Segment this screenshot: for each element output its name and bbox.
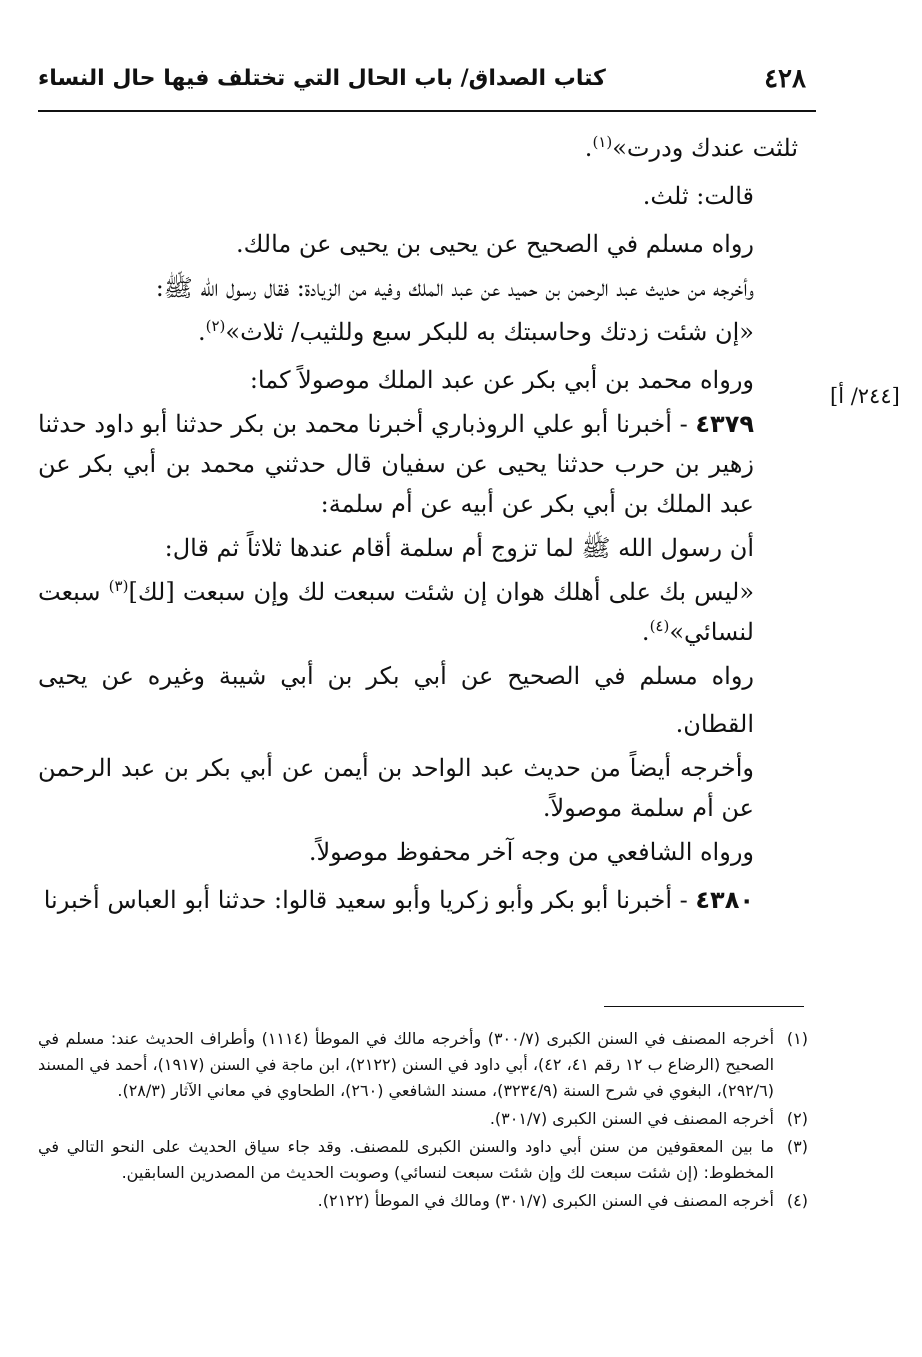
footnotes xyxy=(38,1026,808,1216)
paragraph: رواه مسلم في الصحيح عن يحيى بن يحيى عن مالك. xyxy=(235,230,754,258)
footnote-number: (٤) xyxy=(786,1191,808,1210)
paragraph: وأخرجه أيضاً من حديث عبد الواحد بن أيمن عن أبي بكر بن عبد الرحمن عن أم سلمة موصولاً. xyxy=(38,754,754,822)
footnote-number: (٢) xyxy=(786,1109,808,1128)
paragraph: وأخرجه من حديث عبد الرحمن بن حميد عن عبد الملك وفيه من الزيادة: فقال رسول الله ﷺ: xyxy=(155,274,754,302)
hadith-number: ٤٣٧٩ xyxy=(695,410,754,438)
footnote-ref: (٢) xyxy=(205,317,226,335)
paragraph: أن رسول الله ﷺ لما تزوج أم سلمة أقام عندها ثلاثاً ثم قال: xyxy=(164,534,754,562)
hadith-quote: «ليس بك على أهلك هوان إن شئت سبعت لك وإن سبعت [لك]$^{(٣)}$ سبعت لنسائي»$^{(٤)}$. xyxy=(38,577,755,646)
hadith-number: ٤٣٨٠ xyxy=(695,886,754,914)
footnote-divider xyxy=(604,1006,804,1007)
footnote-text: أخرجه المصنف في السنن الكبرى (٣٠١/٧) ومالك في الموطأ (٢١٢٢). xyxy=(317,1191,774,1210)
main-text xyxy=(38,124,798,924)
manuscript-folio-marker: [٢٤٤/ أ] xyxy=(830,384,900,408)
running-title: كتاب الصداق/ باب الحال التي تختلف فيها حال النساء xyxy=(38,66,606,91)
footnote-ref: (٣) xyxy=(108,577,129,595)
footnote-text: أخرجه المصنف في السنن الكبرى (٣٠١/٧). xyxy=(489,1109,774,1128)
page-header xyxy=(38,64,814,104)
hadith-entry-4379: ٤٣٧٩ - أخبرنا أبو علي الروذباري أخبرنا محمد بن بكر حدثنا أبو داود حدثنا زهير بن حرب حدثنا يحيى عن سفيان قال حدثني محمد بن أبي بكر عن عبد الملك بن أبي بكر عن أبيه عن أم سلمة: xyxy=(38,410,754,518)
header-divider xyxy=(38,110,816,112)
page-number: ٤٢٨ xyxy=(764,64,806,94)
paragraph: قالت: ثلث. xyxy=(642,182,754,210)
footnote-number: (٣) xyxy=(786,1137,808,1156)
footnote-item xyxy=(38,1188,808,1214)
footnote-text: ما بين المعقوفين من سنن أبي داود والسنن الكبرى للمصنف. وقد جاء سياق الحديث على النحو التالي في المخطوط: (إن شئت سبعت لك وإن شئت سبعت لنسائي) وصوبت الحديث من المصدرين السابقين. xyxy=(38,1137,774,1182)
footnote-item xyxy=(38,1026,808,1104)
paragraph: ورواه الشافعي من وجه آخر محفوظ موصولاً. xyxy=(308,838,754,866)
footnote-text: أخرجه المصنف في السنن الكبرى (٣٠٠/٧) وأخرجه مالك في الموطأ (١١١٤) وأطراف الحديث عند: مسلم في الصحيح (الرضاع ب ١٢ رقم ٤١، ٤٢)، أبي داود في السنن (٢١٢٢)، ابن ماجة في السنن (١٩١٧)، أحمد في المسند (٢٩٢/٦)، البغوي في شرح السنة (٣٢٣٤/٩)، مسند الشافعي (٢٦٠)، الطحاوي في معاني الآثار (٢٨/٣). xyxy=(38,1029,775,1100)
paragraph: رواه مسلم في الصحيح عن أبي بكر بن أبي شيبة وغيره عن يحيى القطان. xyxy=(38,662,754,738)
hadith-quote: «إن شئت زدتك وحاسبتك به للبكر سبع وللثيب/ ثلاث»$^{(٢)}$. xyxy=(197,317,754,346)
footnote-ref: (٤) xyxy=(649,617,670,635)
hadith-entry-4380: ٤٣٨٠ - أخبرنا أبو بكر وأبو زكريا وأبو سعيد قالوا: حدثنا أبو العباس أخبرنا xyxy=(43,886,754,914)
footnote-ref: (١) xyxy=(592,133,613,151)
footnote-item xyxy=(38,1106,808,1132)
footnote-number: (١) xyxy=(786,1029,808,1048)
paragraph: ورواه محمد بن أبي بكر عن عبد الملك موصولاً كما: xyxy=(249,366,754,394)
paragraph: ثلثت عندك ودرت»$^{(١)}$. xyxy=(584,133,798,162)
footnote-item xyxy=(38,1134,808,1186)
